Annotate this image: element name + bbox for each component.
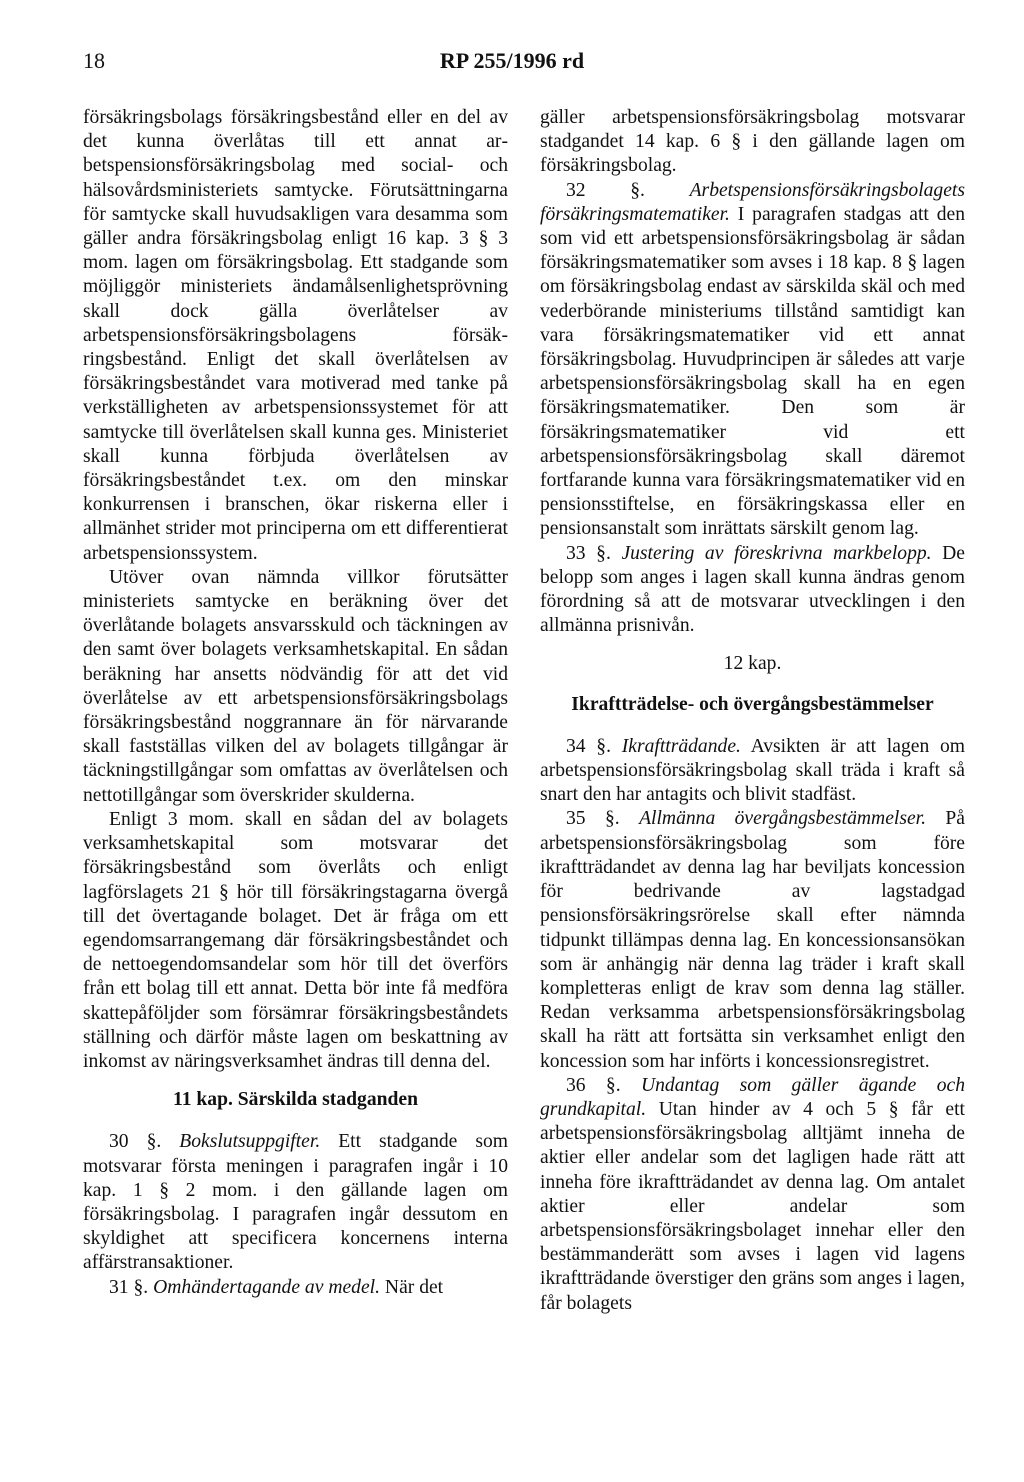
paragraph: gäller arbetspensionsförsäkringsbolag motsvarar stadgandet 14 kap. 6 § i den gällande lagen om försäkringsbolag. — [540, 107, 965, 177]
right-column — [540, 106, 965, 1316]
section-text: Utan hinder av 4 och 5 § får ett arbetspensionsförsäkringsbolag alltjämt inneha de aktier eller andelar som det lagligen hade rätt att inneha före ikraftträdandet av denna lag. Om antalet aktier eller andelar som arbetspensionsförsäkringsbolaget innehar eller den bestämmanderätt som avses i lagen vid lagens ikraftträdande överstiger den gräns som anges i lagen, får bolagets — [540, 1098, 965, 1314]
section-31 — [83, 1276, 508, 1300]
paragraph: försäkringsbolags försäkringsbestånd eller en del av det kunna överlåtas till ett annat arbetspensionsförsäkringsbolag med social- och hälsovårdsministeriets samtycke. Förutsättningarna för samtycke skall huvudsakligen vara desamma som gäller andra försäkringsbolag enligt 16 kap. 3 § 3 mom. lagen om försäkringsbolag. Ett stadgande som möjliggör ministeriets ändamålsenlighetsprövning skall dock gälla överlåtelser av arbetspensionsförsäkringsbolagens försäkringsbestånd. Enligt det skall överlåtelsen av försäkringsbeståndet vara motiverad med tanke på verkställigheten av arbetspensionssystemet för att samtycke till överlåtelsen skall kunna ges. Ministeriet skall kunna förbjuda överlåtelsen av försäkringsbeståndet t.ex. om den minskar konkurrensen i branschen, ökar riskerna eller i allmänhet strider mot principerna om ett differentierat arbetspensionssystem. — [83, 107, 508, 564]
section-33 — [540, 542, 965, 639]
section-34 — [540, 735, 965, 808]
section-number: 32 §. — [566, 179, 645, 201]
section-number: 33 §. — [566, 542, 611, 564]
section-title: Arbetspensionsförsäkringsbolagets försäkringsmatematiker. — [540, 179, 965, 225]
section-text: Ett stadgande som motsvarar första meningen i paragrafen ingår i 10 kap. 1 § 2 mom. i den gällande lagen om försäkringsbolag. I paragrafen ingår dessutom en skyldighet att specificera koncernens interna affärstransaktioner. — [83, 1131, 509, 1274]
section-title: Ikraftträdande. — [621, 735, 741, 757]
section-number: 35 §. — [566, 808, 620, 830]
section-text: I paragrafen stadgas att den som vid ett arbetspensionsförsäkringsbolag är sådan försäkringsmatematiker som avses i 18 kap. 8 § lagen om försäkringsbolag endast av särskilda skäl och med vederbörande ministeriums tillstånd samtidigt kan vara försäkringsmatematiker vid ett annat försäkringsbolag. Huvudprincipen är således att varje arbetspensionsförsäkringsbolag skall ha en egen försäkringsmatematiker. Den som är försäkringsmatematiker vid ett arbetspensionsförsäkringsbolag skall däremot fortfarande kunna vara försäkringsmatematiker vid en pensionsstiftelse, en försäkringskassa eller en pensionsanstalt som inrättats särskilt genom lag. — [540, 203, 965, 540]
chapter-heading: 11 kap. Särskilda stadganden — [172, 1089, 419, 1111]
section-title: Justering av föreskrivna markbelopp. — [621, 542, 932, 564]
section-35 — [540, 807, 965, 1073]
chapter-title: Ikraftträdelse- och övergångsbestämmelser — [571, 693, 934, 715]
paragraph: Enligt 3 mom. skall en sådan del av bolagets verksamhetskapital som motsvarar det försäkringsbestånd som överlåts och enligt lagförslagets 21 § hör till försäkringstagarna övergå till det övertagande bolaget. Det är fråga om ett egendomsarrangemang där försäkringsbeståndet och de nettoegendomsandelar som hör till det överförs från ett bolag till ett annat. Detta bör inte få medföra skattepåföljder som försämrar försäkringsbeståndets ställning och därför måste lagen om beskattning av inkomst av näringsverksamhet ändras till denna del. — [83, 808, 508, 1072]
section-36 — [540, 1074, 965, 1316]
section-30 — [83, 1130, 508, 1275]
section-title: Allmänna övergångsbestämmelser. — [639, 808, 927, 830]
section-title: Bokslutsuppgifter. — [179, 1131, 321, 1153]
section-number: 36 §. — [566, 1074, 621, 1096]
section-title: Omhändertagande av medel. — [153, 1276, 381, 1298]
section-32 — [540, 179, 965, 542]
section-number: 30 §. — [109, 1131, 162, 1153]
section-text: När det — [384, 1276, 444, 1298]
left-column — [83, 106, 508, 1300]
page-number: 18 — [83, 48, 105, 73]
section-number: 34 §. — [566, 735, 612, 757]
section-text: De belopp som anges i lagen skall kunna ändras genom förordning så att de motsvarar utvecklingen i den allmänna prisnivån. — [540, 542, 966, 637]
chapter-number: 12 kap. — [723, 653, 782, 675]
section-number: 31 §. — [109, 1276, 149, 1298]
document-reference: RP 255/1996 rd — [439, 48, 585, 73]
section-title: Undantag som gäller ägande och grundkapital. — [540, 1074, 965, 1120]
section-text: På arbetspensionsförsäkringsbolag som före ikraftträdandet av denna lag har beviljats koncession för bedrivande av lagstadgad pensionsförsäkringsrörelse skall efter nämnda tidpunkt tillämpas denna lag. En koncessionsansökan som är anhängig när denna lag träder i kraft skall kompletteras enligt de krav som denna lag ställer. Redan verksamma arbetspensionsförsäkringsbolag skall ha rätt att fortsätta sin verksamhet enligt den koncession som har införts i koncessionsregistret. — [540, 808, 965, 1072]
section-text: Avsikten är att lagen om arbetspensionsförsäkringsbolag skall träda i kraft så snart den har antagits och blivit stadfäst. — [540, 735, 965, 806]
paragraph: Utöver ovan nämnda villkor förutsätter ministeriets samtycke en beräkning över det överlåtande bolagets ansvarsskuld och täckningen av den samt över bolagets verksamhetskapital. En sådan beräkning har ansetts nödvändig för att det vid överlåtelse av ett arbetspensionsförsäkringsbolags försäkringsbestånd noggrannare än för närvarande skall fastställas vilken del av bolagets tillgångar är täckningstillgångar som omfattas av överlåtelsen och nettotillgångar som överskrider skulderna. — [83, 566, 508, 806]
